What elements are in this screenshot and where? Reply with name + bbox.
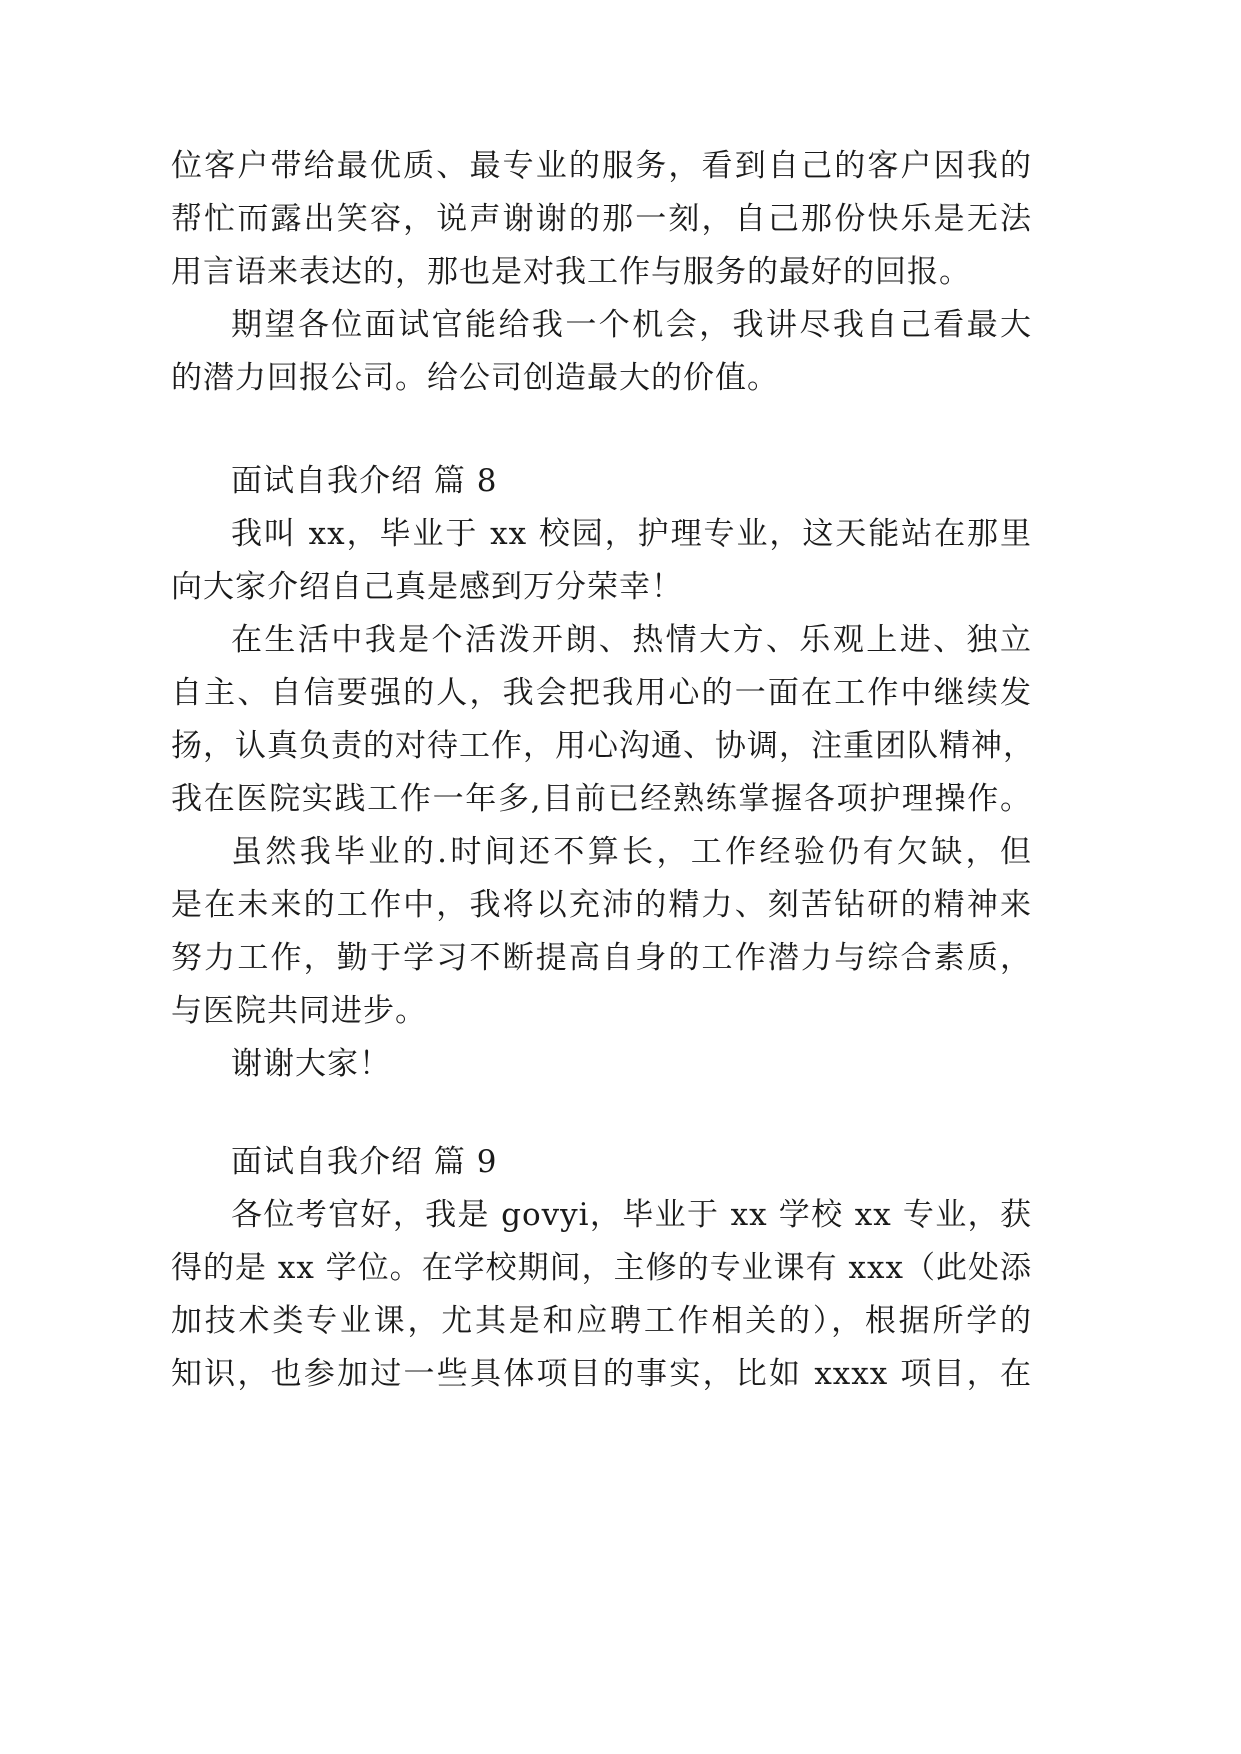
paragraph-line: 努力工作，勤于学习不断提高自身的工作潜力与综合素质，: [171, 940, 1032, 976]
paragraph-line: 帮忙而露出笑容，说声谢谢的那一刻，自己那份快乐是无法: [171, 201, 1032, 237]
paragraph-line: 的潜力回报公司。给公司创造最大的价值。: [171, 360, 779, 396]
paragraph-line: 期望各位面试官能给我一个机会，我讲尽我自己看最大: [231, 307, 1032, 343]
section-heading: 面试自我介绍 篇 9: [231, 1144, 498, 1180]
paragraph-line: 知识，也参加过一些具体项目的事实，比如 xxxx 项目，在: [171, 1356, 1032, 1392]
section-heading: 面试自我介绍 篇 8: [231, 463, 498, 499]
paragraph-line: 与医院共同进步。: [171, 993, 427, 1029]
paragraph-line: 用言语来表达的，那也是对我工作与服务的最好的回报。: [171, 254, 971, 290]
paragraph-line: 位客户带给最优质、最专业的服务，看到自己的客户因我的: [171, 148, 1032, 184]
paragraph-line: 自主、自信要强的人，我会把我用心的一面在工作中继续发: [171, 675, 1032, 711]
paragraph-line: 我在医院实践工作一年多,目前已经熟练掌握各项护理操作。: [171, 781, 1032, 817]
paragraph-line: 谢谢大家！: [231, 1046, 391, 1082]
paragraph-line: 是在未来的工作中，我将以充沛的精力、刻苦钻研的精神来: [171, 887, 1032, 923]
paragraph-line: 我叫 xx，毕业于 xx 校园，护理专业，这天能站在那里: [231, 516, 1032, 552]
paragraph-line: 在生活中我是个活泼开朗、热情大方、乐观上进、独立: [231, 622, 1032, 658]
paragraph-line: 向大家介绍自己真是感到万分荣幸！: [171, 569, 683, 605]
paragraph-line: 得的是 xx 学位。在学校期间，主修的专业课有 xxx（此处添: [171, 1250, 1032, 1286]
paragraph-line: 扬，认真负责的对待工作，用心沟通、协调，注重团队精神，: [171, 728, 1035, 764]
paragraph-line: 虽然我毕业的.时间还不算长，工作经验仍有欠缺，但: [231, 834, 1032, 870]
paragraph-line: 加技术类专业课，尤其是和应聘工作相关的），根据所学的: [171, 1303, 1032, 1339]
paragraph-line: 各位考官好，我是 govyi，毕业于 xx 学校 xx 专业，获: [231, 1197, 1032, 1233]
